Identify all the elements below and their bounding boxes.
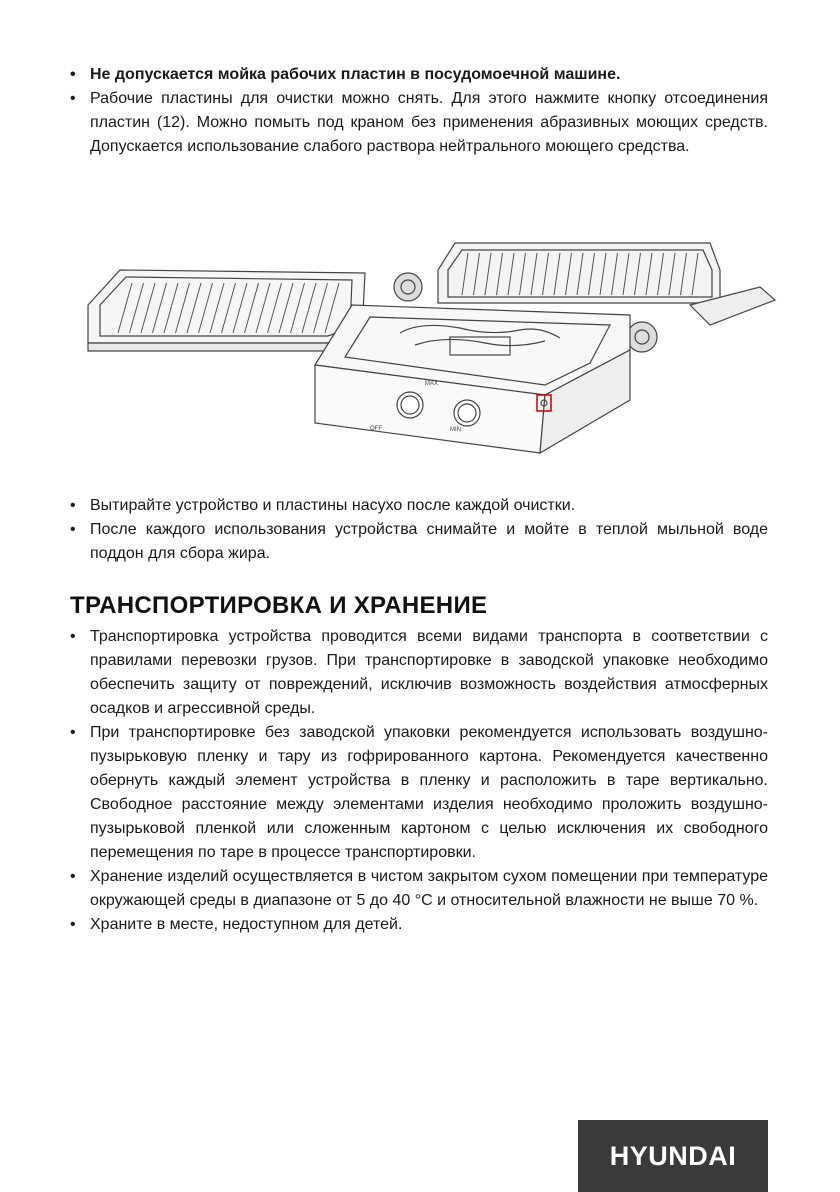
- section-heading: ТРАНСПОРТИРОВКА И ХРАНЕНИЕ: [70, 592, 488, 619]
- transport-list: [70, 625, 768, 937]
- list-item: • После каждого использования устройства снимайте и мойте в теплой мыльной воде поддон для сбора жира.: [70, 518, 768, 566]
- list-item: • Транспортировка устройства проводится всеми видами транспорта в соответствии с правилами перевозки грузов. При транспортировке в заводской упаковке необходимо обеспечить защиту от повреждений, исключив возможность воздействия атмосферных осадков и агрессивной среды.: [70, 625, 768, 721]
- brand-name: HYUNDAI: [609, 1140, 737, 1171]
- list-item: • При транспортировке без заводской упаковки рекомендуется использовать воздушно-пузырьковую пленку и тару из гофрированного картона. Рекомендуется качественно обернуть каждый элемент устройства в пленку и расположить в таре вертикально. Свободное расстояние между элементами изделия необходимо проложить воздушно-пузырьковой пленкой или сложенным картоном с целью исключения их свободного перемещения по таре в процессе транспортировки.: [70, 721, 768, 865]
- knob-label: MAX: [425, 381, 439, 387]
- list-item: • Рабочие пластины для очистки можно снять. Для этого нажмите кнопку отсоединения пластин (12). Можно помыть под краном без применения абразивных моющих средств. Допускается использование слабого раствора нейтрального моющего средства.: [70, 87, 768, 159]
- after-cleaning-list: [70, 494, 768, 566]
- knob-label: OFF: [370, 426, 382, 432]
- grill-body-icon: [315, 243, 775, 453]
- knob-label: MIN: [450, 427, 461, 433]
- list-item: • Вытирайте устройство и пластины насухо после каждой очистки.: [70, 494, 768, 518]
- list-item: • Храните в месте, недоступном для детей.: [70, 913, 768, 937]
- list-item: • Хранение изделий осуществляется в чистом закрытом сухом помещении при температуре окружающей среды в диапазоне от 5 до 40 °С и относительной влажности не выше 70 %.: [70, 865, 768, 913]
- cleaning-list: [70, 63, 768, 159]
- grill-illustration: [70, 225, 780, 480]
- brand-logo: [578, 1120, 768, 1192]
- removed-plate-icon: [88, 270, 365, 351]
- list-item: • Не допускается мойка рабочих пластин в посудомоечной машине.: [70, 63, 768, 87]
